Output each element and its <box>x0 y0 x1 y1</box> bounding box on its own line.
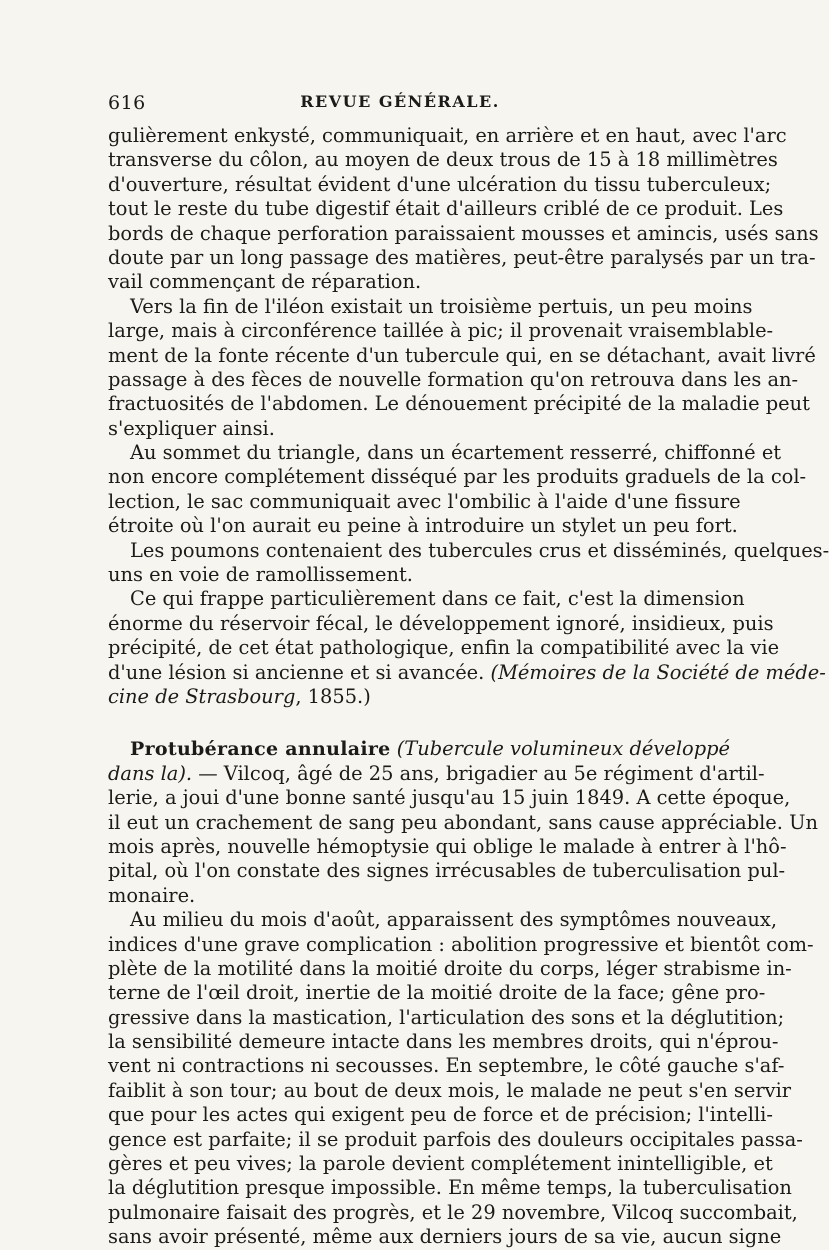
paragraph-conclusion <box>108 587 826 709</box>
text-line: vent ni contractions ni secousses. En septembre, le côté gauche s'af- <box>108 1054 785 1078</box>
citation: cine de Strasbourg <box>108 684 296 708</box>
text-line: précipité, de cet état pathologique, enfin la compatibilité avec la vie <box>108 636 780 660</box>
citation: (Mémoires de la Société de méde- <box>490 660 826 684</box>
text-line: mois après, nouvelle hémoptysie qui oblige le malade à entrer à l'hô- <box>108 834 787 858</box>
text-line: uns en voie de ramollissement. <box>108 563 413 587</box>
section-subtitle: dans la). <box>108 761 193 785</box>
text-line: indices d'une grave complication : abolition progressive et bientôt com- <box>108 932 814 956</box>
text-line: ment de la fonte récente d'un tubercule qui, en se détachant, avait livré <box>108 343 816 367</box>
paragraph-triangle <box>108 441 807 539</box>
text-line: bords de chaque perforation paraissaient mousses et amincis, usés sans <box>108 221 819 245</box>
text-line: vail commençant de réparation. <box>108 270 422 294</box>
article-protuberance <box>108 737 818 908</box>
text-line: Ce qui frappe particulièrement dans ce fait, c'est la dimension <box>130 587 745 611</box>
text-line: la déglutition presque impossible. En même temps, la tuberculisation <box>108 1176 792 1200</box>
text-line: tout le reste du tube digestif était d'ailleurs criblé de ce produit. Les <box>108 197 784 221</box>
text-line: énorme du réservoir fécal, le développement ignoré, insidieux, puis <box>108 611 774 635</box>
text-line: doute par un long passage des matières, peut-être paralysés par un tra- <box>108 245 816 269</box>
text-line <box>108 737 731 761</box>
text-span: — Vilcoq, âgé de 25 ans, brigadier au 5e régiment d'artil- <box>192 761 765 785</box>
text-line: plète de la motilité dans la moitié droite du corps, léger strabisme in- <box>108 956 792 980</box>
text-line: lection, le sac communiquait avec l'ombilic à l'aide d'une fissure <box>108 489 741 513</box>
section-subtitle: (Tubercule volumineux développé <box>396 737 731 761</box>
text-line: fractuosités de l'abdomen. Le dénouement précipité de la maladie peut <box>108 392 810 416</box>
page-number: 616 <box>108 92 146 114</box>
text-line: gulièrement enkysté, communiquait, en arrière et en haut, avec l'arc <box>108 124 787 147</box>
text-line: gères et peu vives; la parole devient complétement inintelligible, et <box>108 1152 773 1176</box>
text-line: sans avoir présenté, même aux derniers jours de sa vie, aucun signe <box>108 1225 782 1249</box>
text-line: monaire. <box>108 883 196 907</box>
text-line: faiblit à son tour; au bout de deux mois, le malade ne peut s'en servir <box>108 1078 792 1102</box>
text-line: gence est parfaite; il se produit parfois des douleurs occipitales passa- <box>108 1127 803 1151</box>
text-line: gressive dans la mastication, l'articulation des sons et la déglutition; <box>108 1005 785 1029</box>
running-title: REVUE GÉNÉRALE. <box>300 92 500 111</box>
text-line: il eut un crachement de sang peu abondant, sans cause appréciable. Un <box>108 810 818 834</box>
paragraph-ileon <box>108 294 816 441</box>
text-line: d'ouverture, résultat évident d'une ulcération du tissu tuberculeux; <box>108 172 772 196</box>
text-line: large, mais à circonférence taillée à pic; il provenait vraisemblable- <box>108 319 774 343</box>
text-line: Au sommet du triangle, dans un écartement resserré, chiffonné et <box>130 441 782 465</box>
citation-year: , 1855.) <box>295 684 371 708</box>
text-line: lerie, a joui d'une bonne santé jusqu'au 15 juin 1849. A cette époque, <box>108 786 791 810</box>
text-line: pulmonaire faisait des progrès, et le 29 novembre, Vilcoq succombait, <box>108 1200 798 1224</box>
text-line: étroite où l'on aurait eu peine à introduire un stylet un peu fort. <box>108 514 738 538</box>
text-line: la sensibilité demeure intacte dans les membres droits, qui n'éprou- <box>108 1030 779 1054</box>
text-line <box>108 660 826 685</box>
text-line: Les poumons contenaient des tubercules crus et disséminés, quelques- <box>130 538 829 562</box>
section-title: Protubérance annulaire <box>130 738 391 761</box>
text-line: passage à des fèces de nouvelle formation qu'on retrouva dans les an- <box>108 367 799 391</box>
text-line: Au milieu du mois d'août, apparaissent des symptômes nouveaux, <box>130 908 777 932</box>
paragraph-continuation <box>108 124 819 295</box>
paragraph-poumons <box>108 538 829 588</box>
text-line: non encore complétement disséqué par les produits graduels de la col- <box>108 465 807 489</box>
text-line: s'expliquer ainsi. <box>108 416 275 440</box>
text-line <box>108 761 765 786</box>
text-line: transverse du côlon, au moyen de deux trous de 15 à 18 millimètres <box>108 148 778 172</box>
text-line: Vers la fin de l'iléon existait un troisième pertuis, un peu moins <box>130 294 753 318</box>
text-line <box>108 685 700 709</box>
text-span: d'une lésion si ancienne et si avancée. <box>108 660 485 684</box>
text-line: pital, où l'on constate des signes irrécusables de tuberculisation pul- <box>108 859 786 883</box>
paragraph-symptomes <box>108 908 814 1249</box>
text-line: terne de l'œil droit, inertie de la moitié droite de la face; gêne pro- <box>108 981 766 1005</box>
text-line: que pour les actes qui exigent peu de force et de précision; l'intelli- <box>108 1103 773 1127</box>
